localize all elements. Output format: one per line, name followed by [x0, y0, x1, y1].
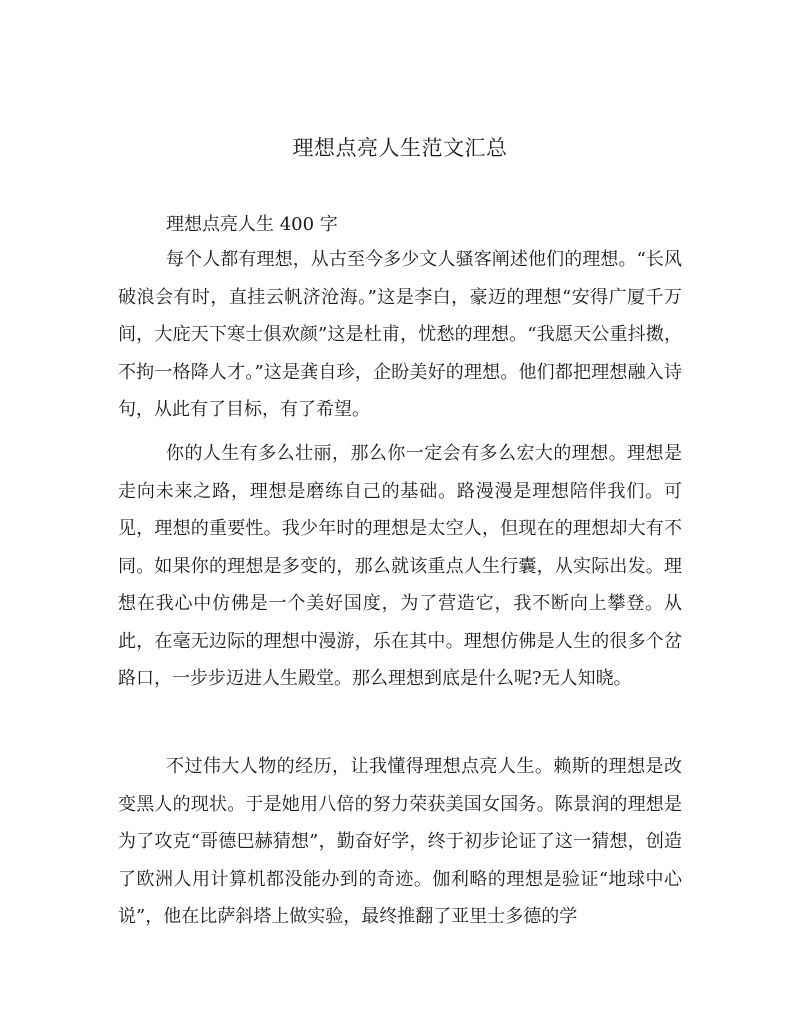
- page-title: 理想点亮人生范文汇总: [292, 136, 508, 160]
- paragraph-2: 你的人生有多么壮丽，那么你一定会有多么宏大的理想。理想是走向未来之路，理想是磨练自己的基础。路漫漫是理想陪伴我们。可见，理想的重要性。我少年时的理想是太空人，但现在的理想却大有不同。如果你的理想是多变的，那么就该重点人生行囊，从实际出发。理想在我心中仿佛是一个美好国度，为了营造它，我不断向上攀登。从此，在毫无边际的理想中漫游，乐在其中。理想仿佛是人生的很多个岔路口，一步步迈进人生殿堂。那么理想到底是什么呢?无人知晓。: [118, 443, 682, 689]
- section-heading: 理想点亮人生 400 字: [166, 214, 338, 235]
- paragraph-1: 每个人都有理想，从古至今多少文人骚客阐述他们的理想。“长风破浪会有时，直挂云帆济沧海。”这是李白，豪迈的理想“安得广厦千万间，大庇天下寒士俱欢颜”这是杜甫，忧愁的理想。“我愿天公重抖擞，不拘一格降人才。”这是龚自珍，企盼美好的理想。他们都把理想融入诗句，从此有了目标，有了希望。: [118, 249, 682, 420]
- paragraph-3: 不过伟大人物的经历，让我懂得理想点亮人生。赖斯的理想是改变黑人的现状。于是她用八倍的努力荣获美国女国务。陈景润的理想是为了攻克“哥德巴赫猜想”，勤奋好学，终于初步论证了这一猜想，创造了欧洲人用计算机都没能办到的奇迹。伽利略的理想是验证“地球中心说”，他在比萨斜塔上做实验，最终推翻了亚里士多德的学: [118, 756, 682, 927]
